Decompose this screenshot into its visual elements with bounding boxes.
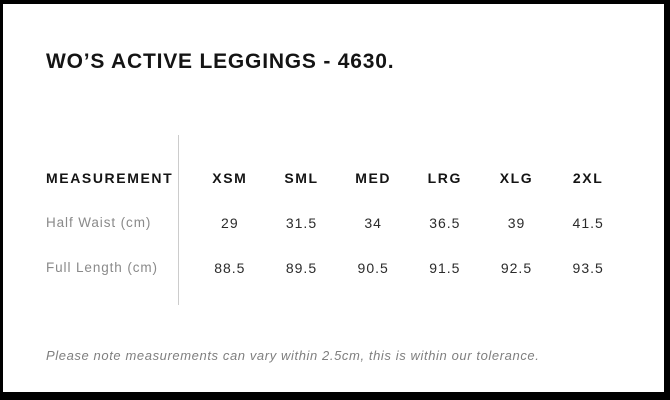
table-cell: 34 [364,214,382,231]
column-header-xsm: XSM [212,169,248,186]
table-cell: 92.5 [500,259,533,276]
size-table [46,155,624,290]
table-cell: 88.5 [214,259,246,276]
table-cell: 89.5 [285,259,318,276]
column-header-xlg: XLG [499,169,534,186]
table-cell: 29 [221,214,239,231]
column-header-lrg: LRG [427,169,462,186]
table-cell: 31.5 [285,214,318,231]
tolerance-note: Please note measurements can vary within 2.5cm, this is within our tolerance. [46,348,540,363]
column-header-2xl: 2XL [572,169,604,186]
row-label-half-waist: Half Waist (cm) [46,215,152,230]
column-header-sml: SML [284,169,319,186]
table-cell: 39 [507,214,526,231]
table-cell: 41.5 [572,214,604,231]
table-cell: 93.5 [572,259,604,276]
column-header-med: MED [355,169,392,186]
column-header-measurement: MEASUREMENT [46,169,174,186]
row-label-full-length: Full Length (cm) [46,260,158,275]
table-cell: 90.5 [357,259,389,276]
page-title: WO’S ACTIVE LEGGINGS - 4630. [46,50,395,73]
table-cell: 91.5 [429,259,461,276]
table-cell: 36.5 [429,214,461,231]
